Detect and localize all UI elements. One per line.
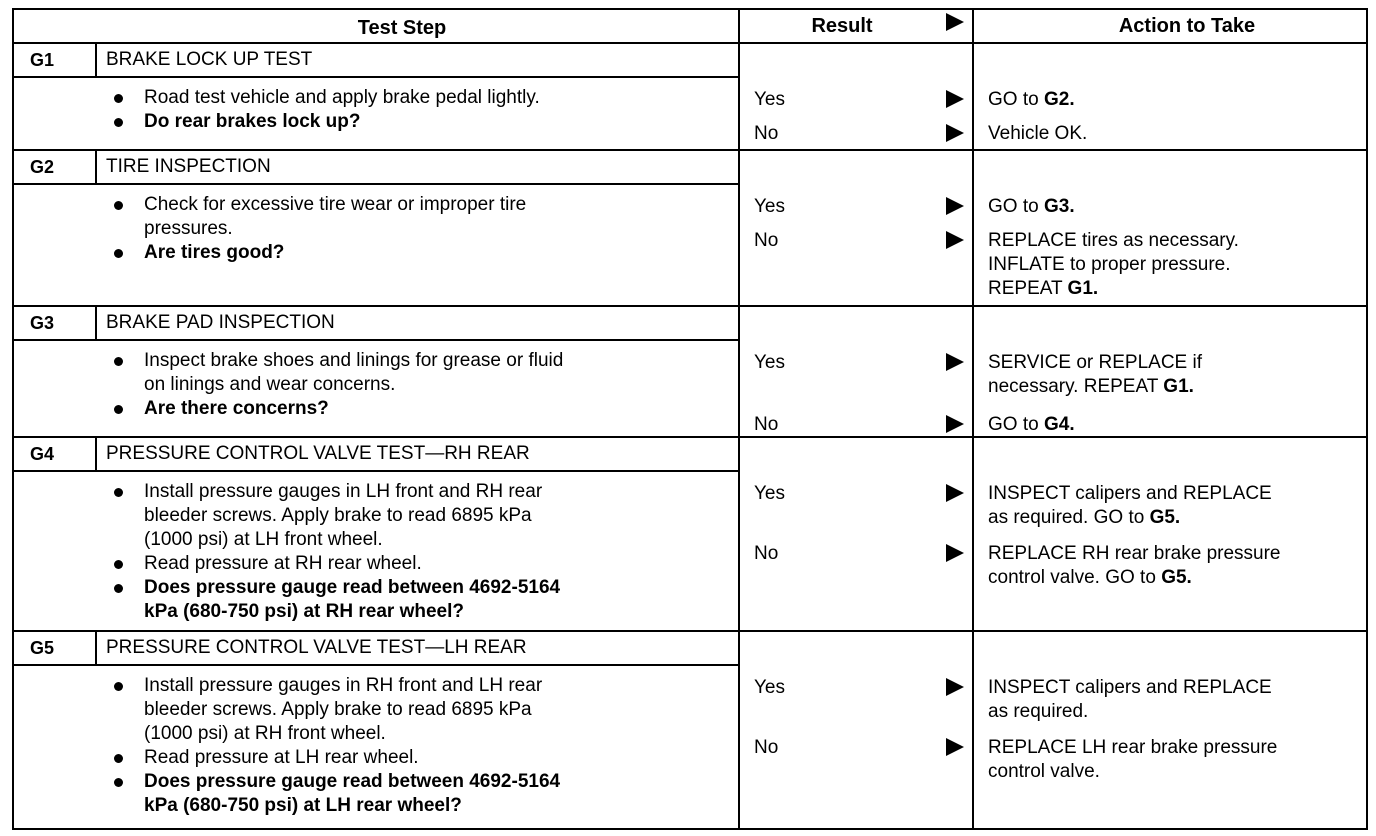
action-line — [988, 88, 1075, 112]
step-instruction: (1000 psi) at LH front wheel. — [144, 529, 383, 550]
title-row-divider — [12, 339, 738, 341]
action-line — [988, 566, 1192, 590]
step-title: BRAKE PAD INSPECTION — [106, 312, 335, 333]
step-instruction: Check for excessive tire wear or improper tire — [144, 194, 527, 215]
result-no: No — [754, 543, 779, 564]
action-text: REPLACE tires as necessary. — [988, 230, 1239, 251]
step-divider — [12, 149, 1366, 151]
table-left-border — [12, 8, 14, 830]
arrow-right-icon — [946, 678, 964, 696]
result-column-divider — [738, 149, 740, 305]
step-divider — [12, 630, 1366, 632]
title-row-divider — [12, 76, 738, 78]
step-title: PRESSURE CONTROL VALVE TEST—LH REAR — [106, 637, 527, 658]
result-column-divider — [738, 42, 740, 149]
action-step-ref: G5. — [1161, 567, 1192, 588]
step-question: Does pressure gauge read between 4692-5164 — [144, 771, 561, 792]
action-text: as required. — [988, 701, 1089, 722]
step-divider — [12, 305, 1366, 307]
step-instruction: Install pressure gauges in LH front and RH rear — [144, 481, 543, 502]
action-text: control valve. — [988, 761, 1100, 782]
step-question: Does pressure gauge read between 4692-5164 — [144, 577, 561, 598]
diagnostic-table — [12, 8, 1368, 831]
action-line — [988, 482, 1272, 506]
arrow-right-icon — [946, 90, 964, 108]
arrow-right-icon — [946, 124, 964, 142]
action-text: REPEAT — [988, 278, 1068, 299]
id-column-divider — [95, 630, 97, 664]
action-line — [988, 506, 1180, 530]
arrow-right-icon — [946, 231, 964, 249]
bullet-icon — [114, 778, 123, 787]
action-line — [988, 122, 1087, 146]
id-column-divider — [95, 305, 97, 339]
bullet-icon — [114, 405, 123, 414]
bullet-icon — [114, 201, 123, 210]
result-column-divider — [738, 630, 740, 828]
arrow-right-icon — [946, 484, 964, 502]
bullet-icon — [114, 249, 123, 258]
step-id: G3 — [30, 313, 55, 333]
bullet-icon — [114, 357, 123, 366]
title-row-divider — [12, 664, 738, 666]
arrow-right-icon — [946, 197, 964, 215]
result-no: No — [754, 737, 779, 758]
action-step-ref: G1. — [1163, 376, 1194, 397]
bullet-icon — [114, 682, 123, 691]
action-line — [988, 253, 1231, 277]
step-question: kPa (680-750 psi) at LH rear wheel? — [144, 795, 462, 816]
action-line — [988, 195, 1075, 219]
action-line — [988, 375, 1194, 399]
action-text: necessary. REPEAT — [988, 376, 1164, 397]
result-no: No — [754, 414, 779, 435]
header-test-step: Test Step — [357, 17, 447, 39]
bullet-icon — [114, 118, 123, 127]
action-step-ref: G3. — [1043, 196, 1075, 217]
step-question: Are there concerns? — [144, 398, 329, 419]
action-step-ref: G5. — [1149, 507, 1181, 528]
step-id: G4 — [30, 444, 55, 464]
id-column-divider — [95, 42, 97, 76]
step-instruction: bleeder screws. Apply brake to read 6895 kPa — [144, 699, 532, 720]
step-title: TIRE INSPECTION — [106, 156, 271, 177]
action-text: REPLACE RH rear brake pressure — [988, 543, 1281, 564]
result-yes: Yes — [754, 352, 785, 373]
table-right-border — [1366, 8, 1368, 830]
header-divider — [12, 42, 1366, 44]
action-text: control valve. GO to — [988, 567, 1162, 588]
bullet-icon — [114, 560, 123, 569]
result-column-divider — [738, 436, 740, 630]
step-question: Do rear brakes lock up? — [144, 111, 361, 132]
step-instruction: Inspect brake shoes and linings for grease or fluid — [144, 350, 564, 371]
action-step-ref: G1. — [1067, 278, 1099, 299]
action-text: INSPECT calipers and REPLACE — [988, 677, 1272, 698]
arrow-right-icon — [946, 738, 964, 756]
header-arrow-icon — [946, 13, 964, 31]
arrow-right-icon — [946, 353, 964, 371]
step-question: kPa (680-750 psi) at RH rear wheel? — [144, 601, 464, 622]
step-question: Are tires good? — [144, 242, 285, 263]
result-no: No — [754, 123, 779, 144]
header-action: Action to Take — [1118, 15, 1256, 37]
bullet-icon — [114, 754, 123, 763]
action-line — [988, 413, 1075, 437]
action-text: as required. GO to — [988, 507, 1150, 528]
step-instruction: on linings and wear concerns. — [144, 374, 396, 395]
result-yes: Yes — [754, 196, 785, 217]
arrow-right-icon — [946, 415, 964, 433]
action-text: GO to — [988, 414, 1044, 435]
table-top-border — [12, 8, 1366, 10]
step-title: PRESSURE CONTROL VALVE TEST—RH REAR — [106, 443, 530, 464]
result-yes: Yes — [754, 677, 785, 698]
id-column-divider — [95, 436, 97, 470]
action-line — [988, 351, 1202, 375]
result-no: No — [754, 230, 779, 251]
step-id: G1 — [30, 50, 55, 70]
result-header-divider — [738, 8, 740, 42]
action-text: INFLATE to proper pressure. — [988, 254, 1231, 275]
step-id: G5 — [30, 638, 55, 658]
arrow-right-icon — [946, 544, 964, 562]
action-text: GO to — [988, 196, 1044, 217]
table-bottom-border — [12, 828, 1366, 830]
step-id: G2 — [30, 157, 55, 177]
step-instruction: Install pressure gauges in RH front and LH rear — [144, 675, 543, 696]
step-instruction: (1000 psi) at RH front wheel. — [144, 723, 386, 744]
step-instruction: Read pressure at RH rear wheel. — [144, 553, 422, 574]
action-step-ref: G2. — [1043, 89, 1075, 110]
step-instruction: Road test vehicle and apply brake pedal lightly. — [144, 87, 540, 108]
action-line — [988, 229, 1239, 253]
action-line — [988, 542, 1281, 566]
action-line — [988, 676, 1272, 700]
step-instruction: Read pressure at LH rear wheel. — [144, 747, 419, 768]
action-column-divider — [972, 8, 974, 830]
header-result: Result — [811, 15, 873, 37]
action-text: Vehicle OK. — [988, 123, 1088, 144]
step-divider — [12, 436, 1366, 438]
title-row-divider — [12, 183, 738, 185]
step-instruction: bleeder screws. Apply brake to read 6895 kPa — [144, 505, 532, 526]
action-step-ref: G4. — [1043, 414, 1075, 435]
action-line — [988, 700, 1088, 724]
bullet-icon — [114, 94, 123, 103]
bullet-icon — [114, 584, 123, 593]
step-title: BRAKE LOCK UP TEST — [106, 49, 313, 70]
result-yes: Yes — [754, 483, 785, 504]
action-line — [988, 736, 1277, 760]
step-instruction: pressures. — [144, 218, 233, 239]
result-yes: Yes — [754, 89, 785, 110]
action-line — [988, 760, 1100, 784]
result-column-divider — [738, 305, 740, 436]
title-row-divider — [12, 470, 738, 472]
action-text: INSPECT calipers and REPLACE — [988, 483, 1272, 504]
bullet-icon — [114, 488, 123, 497]
id-column-divider — [95, 149, 97, 183]
action-text: SERVICE or REPLACE if — [988, 352, 1203, 373]
action-line — [988, 277, 1098, 301]
action-text: REPLACE LH rear brake pressure — [988, 737, 1278, 758]
action-text: GO to — [988, 89, 1044, 110]
